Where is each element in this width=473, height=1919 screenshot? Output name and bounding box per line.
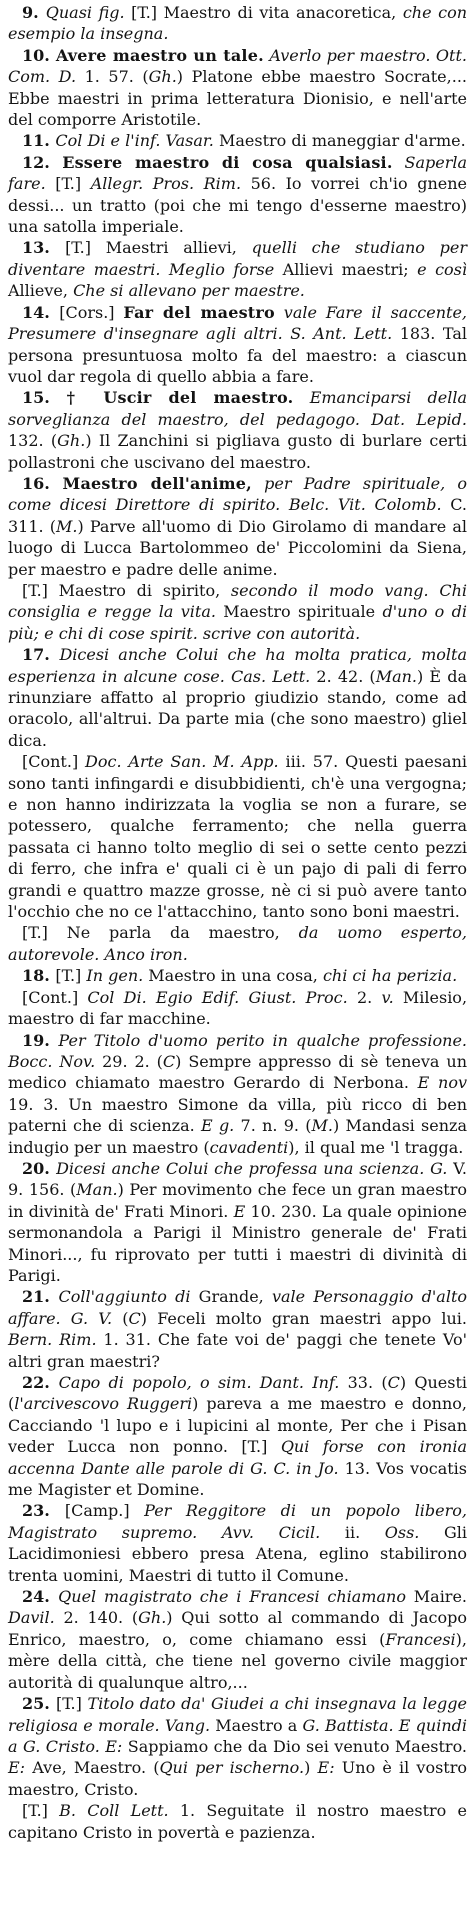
entry-25 <box>8 1693 467 1800</box>
entry-25-note <box>8 1800 467 1843</box>
entry-21 <box>8 1286 467 1372</box>
entry-9 <box>8 2 467 45</box>
entry-18-cont <box>8 987 467 1030</box>
entry-text: [Cors.] <box>59 302 124 322</box>
entry-text: [T.] Ne parla da maestro, <box>22 923 299 943</box>
italic-text: C <box>387 1373 400 1392</box>
entry-number: 24. <box>22 1587 59 1607</box>
italic-text: Averlo per maestro. Ott. Com. D. <box>8 45 467 87</box>
entry-text: ), il qual me 'l tragga. <box>288 1137 464 1157</box>
entry-text: Gli Lacidimoniesi ebbero presa Atena, eglino stabilirono trenta uomini, Maestri di tutto il Comune. <box>8 1522 467 1585</box>
entry-number: 12. <box>22 152 63 172</box>
italic-text: E quindi a G. Cristo. E: <box>8 1715 468 1756</box>
italic-text: C <box>128 1308 141 1328</box>
entry-number: 18. <box>22 966 56 986</box>
entry-text: Allievi maestri; <box>274 259 418 279</box>
entry-text: ) Mandasi senza indugio per un maestro ( <box>8 1116 468 1157</box>
entry-text: 19. 3. Un maestro Simone da villa, più ricco di ben paterni che di scienza. <box>8 1094 467 1136</box>
entry-text: iii. 57. Questi paesani sono tanti infingardi e disubbidienti, ch'è una vergogna; e non hanno indirizzata la voglia se non a furare, se potessero, qualche ferramento; che nella guerra passata ci hanno tolto meglio di sei o sette cento pezzi di ferro, che infra e' quali ci è un pajo di pali di ferro grandi e quattro mazze grosse, nè ci si può avere tanto l'occhio che no ce l'attacchino, tanto sono boni maestri. <box>8 752 468 922</box>
entry-12 <box>8 152 467 238</box>
italic-text: E <box>233 1201 246 1221</box>
headword-phrase: Far del maestro <box>123 302 275 322</box>
entry-text: 1. Seguitate il nostro maestro e capitano Cristo in povertà e pazienza. <box>8 1801 467 1842</box>
italic-text: B. Coll Lett. <box>59 1801 169 1821</box>
entry-text: C. 311. ( <box>8 495 468 536</box>
italic-text: Titolo dato da' Giudei a chi insegnava la legge religiosa e morale. Vang. <box>8 1694 467 1735</box>
entry-text: Maestro di maneggiar d'arme. <box>213 131 466 151</box>
italic-text: Qui per ischerno. <box>159 1758 305 1778</box>
entry-text: Maestro spirituale <box>215 602 383 622</box>
headword-phrase: Essere maestro di cosa qualsiasi. <box>62 152 393 172</box>
italic-text: Che si allevano per maestre. <box>73 281 305 301</box>
italic-text: vale Personaggio d'alto affare. G. V. <box>8 1287 468 1328</box>
italic-text: Allegr. Pros. Rim. <box>90 174 242 194</box>
entry-text: Maestro in una cosa, <box>143 966 323 986</box>
entry-text: Ave, Maestro. ( <box>25 1758 160 1778</box>
entry-text: ) Per movimento che fece un gran maestro in divinità de' Frati Minori. <box>8 1180 467 1221</box>
italic-text: E: <box>317 1758 335 1778</box>
italic-text: Man. <box>375 666 417 686</box>
italic-text: Per Titolo d'uomo perito in qualche professione. Bocc. Nov. <box>8 1030 467 1071</box>
italic-text: e così <box>417 259 468 279</box>
entry-text: 1. 57. ( <box>76 67 149 87</box>
entry-text: 56. Io vorrei ch'io gnene dessi... un tratto (poi che mi tengo d'esserne maestro) una satolla imperiale. <box>8 174 467 237</box>
italic-text: d'uno o di più; e chi di cose spirit. scrive con autorità. <box>8 602 468 643</box>
entry-text: 2. <box>347 987 382 1007</box>
entry-text: [T.] Maestro di vita anacoretica, <box>124 3 403 22</box>
entry-text: ( <box>112 1308 129 1328</box>
entry-text <box>293 388 309 407</box>
italic-text: Col Di. Egio Edif. Giust. Proc. <box>87 987 348 1007</box>
entry-text <box>275 303 284 322</box>
entry-number: 20. <box>22 1158 57 1178</box>
entry-text: 33. ( <box>339 1373 388 1392</box>
italic-text: per Padre spirituale, o come dicesi Direttore di spirito. Belc. Vit. Colomb. <box>8 473 467 515</box>
italic-text: Francesi <box>385 1629 456 1649</box>
italic-text: cavadenti <box>209 1137 289 1157</box>
entry-number: 17. <box>22 645 60 665</box>
entry-10 <box>8 45 467 131</box>
entry-text: 29. 2. ( <box>95 1051 163 1071</box>
entry-text: ) Parve all'uomo di Dio Girolamo di mandare al luogo di Lucca Bartolommeo de' Piccolomini da Siena, per maestro e padre delle anime. <box>8 516 468 579</box>
italic-text: Quel magistrato che i Francesi chiamano <box>58 1587 406 1607</box>
entry-number: 22. <box>22 1373 59 1392</box>
entry-15 <box>8 387 467 473</box>
italic-text: Doc. Arte San. M. App. <box>85 752 279 772</box>
italic-text: Col Di e l'inf. Vasar. <box>55 131 214 151</box>
italic-text: E nov <box>417 1073 467 1093</box>
italic-text: Man. <box>76 1180 118 1200</box>
entry-text: 13. Vos vocatis me Magister et Domine. <box>8 1458 467 1500</box>
italic-text: quelli che studiano per diventare maestri. Meglio forse <box>8 238 468 279</box>
entry-text: [T.] <box>55 966 87 986</box>
entry-text: 10. 230. La quale opinione sermonandola a Parigi il Ministro generale de' Frati Minori..., fu riprovato per tutti i maestri di divinità di Parigi. <box>8 1201 468 1285</box>
entry-text: Sappiamo che da Dio sei venuto Maestro. <box>122 1736 468 1756</box>
italic-text: v. <box>381 987 394 1007</box>
italic-text: Coll'aggiunto di <box>58 1287 191 1307</box>
italic-text: Saperla fare. <box>8 152 467 194</box>
italic-text: Emanciparsi della sorveglianza del maestro, del pedagogo. Dat. Lepid. <box>8 388 468 429</box>
entry-text: Grande, <box>190 1287 272 1307</box>
italic-text: Gh. <box>148 67 177 87</box>
entry-text: [Cont.] <box>22 987 88 1007</box>
italic-text: che con esempio la insegna. <box>8 3 468 44</box>
entry-text: ) Feceli molto gran maestri appo lui. <box>140 1308 468 1328</box>
entry-22 <box>8 1372 467 1500</box>
italic-text: Quasi fig. <box>45 3 125 22</box>
italic-text: Capo di popolo, o sim. Dant. Inf. <box>58 1373 340 1392</box>
italic-text: da uomo esperto, autorevole. Anco iron. <box>8 923 467 964</box>
italic-text: Dicesi anche Colui che ha molta pratica, molta esperienza in alcune cose. Cas. Lett. <box>8 645 467 686</box>
italic-text: Davil. <box>8 1608 55 1628</box>
entry-text: ) Questi ( <box>8 1373 468 1414</box>
italic-text: In gen. <box>86 966 144 986</box>
entry-text: ) Sempre appresso di sè teneva un medico chiamato maestro Gerardo di Nerbona. <box>8 1051 468 1093</box>
entry-text: [Camp.] <box>64 1501 145 1521</box>
italic-text: secondo il modo vang. Chi consiglia e regge la vita. <box>8 580 467 622</box>
entry-text: [T.] <box>55 1694 88 1714</box>
entry-text: Maestro a <box>210 1715 303 1735</box>
entry-text: [T.] <box>22 1801 60 1821</box>
entry-text: Allieve, <box>8 281 74 301</box>
headword-phrase: Avere maestro un tale. <box>55 45 264 65</box>
entry-16-note <box>8 580 467 644</box>
entry-text: 132. ( <box>8 431 58 451</box>
entry-13 <box>8 237 467 301</box>
entry-number: 25. <box>22 1694 56 1714</box>
entry-text: ), mère della città, che tiene nel governo civile maggior autorità di qualunque altro,... <box>8 1629 467 1692</box>
entry-text: ) <box>304 1758 318 1778</box>
italic-text: E: <box>8 1758 26 1778</box>
entry-number: 16. <box>22 473 63 493</box>
entry-text: [T.] Maestro di spirito, <box>22 580 231 600</box>
entry-number: 21. <box>22 1287 59 1307</box>
entry-text: ii. <box>320 1522 385 1542</box>
entry-text: 2. 140. ( <box>54 1608 139 1628</box>
italic-text: Gh. <box>138 1608 167 1628</box>
entry-16 <box>8 473 467 580</box>
entry-number: 19. <box>22 1030 59 1050</box>
entry-17-note <box>8 922 467 965</box>
italic-text: Bern. Rim. <box>8 1330 97 1350</box>
entry-14 <box>8 302 467 388</box>
italic-text: Dicesi anche Colui che professa una scienza. G. <box>56 1158 448 1178</box>
headword-phrase: Maestro dell'anime, <box>62 473 252 493</box>
entry-text: ) Qui sotto al commando di Jacopo Enrico, maestro, o, come chiamano essi ( <box>8 1608 468 1649</box>
entry-18 <box>8 965 467 986</box>
italic-text: C <box>162 1051 176 1071</box>
entry-number: 15. <box>22 388 67 408</box>
entry-text <box>393 153 405 172</box>
entry-text <box>252 474 264 493</box>
entry-text: 7. n. 9. ( <box>234 1116 312 1136</box>
entry-text: [T.] <box>45 174 91 194</box>
italic-text: l'arcivescovo Ruggeri <box>14 1394 193 1414</box>
entry-number: 14. <box>22 302 60 322</box>
entry-number: 13. <box>22 238 66 258</box>
italic-text: M. <box>56 516 78 536</box>
italic-text: Oss. <box>384 1522 420 1542</box>
italic-text: Per Reggitore di un popolo libero, Magistrato supremo. Avv. Cicil. <box>8 1501 467 1542</box>
italic-text: vale Fare il saccente, Presumere d'insegnare agli altri. S. Ant. Lett. <box>8 302 467 344</box>
headword-phrase: † Uscir del maestro. <box>66 388 294 408</box>
entry-number: 10. <box>22 45 56 65</box>
entry-text: [Cont.] <box>22 752 86 772</box>
italic-text: chi ci ha perizia. <box>322 966 458 986</box>
entry-text: Milesio, maestro di far macchine. <box>8 987 468 1029</box>
entry-text: 183. Tal persona presuntuosa molto fa del maestro: a ciascun vuol dar regola di quello abbia a fare. <box>8 324 467 386</box>
entry-text: 1. 31. Che fate voi de' paggi che tenete Vo' altri gran maestri? <box>8 1330 467 1371</box>
entry-text: ) pareva a me maestro e donno, Cacciando 'l lupo e i lupicini al monte, Per che i Pisan veder Lucca non ponno. [T.] <box>8 1394 468 1457</box>
entry-23 <box>8 1500 467 1586</box>
entry-17 <box>8 644 467 751</box>
entry-17-cont <box>8 751 467 922</box>
italic-text: E g. <box>201 1116 235 1136</box>
entry-text: Maire. <box>405 1587 468 1607</box>
entry-24 <box>8 1586 467 1693</box>
entry-text: 2. 42. ( <box>310 666 376 686</box>
entry-text: [T.] Maestri allievi, <box>65 238 252 258</box>
italic-text: Gh. <box>57 431 86 451</box>
entry-text: ) Platone ebbe maestro Socrate,... Ebbe maestri in prima letteratura Dionisio, e nell'arte del comporre Aristotile. <box>8 67 467 130</box>
entry-number: 9. <box>22 3 46 22</box>
entry-11 <box>8 130 467 151</box>
entry-19 <box>8 1030 467 1158</box>
entry-number: 23. <box>22 1501 65 1521</box>
entry-text: ) È da rinunziare affatto al proprio giudizio stando, come ad oracolo, all'altrui. Da parte mia (che sono maestro) gliel dica. <box>8 666 468 750</box>
entry-text: ) Il Zanchini si pigliava gusto di burlare certi pollastroni che uscivano del maestro. <box>8 431 467 472</box>
entry-text: Uno è il vostro maestro, Cristo. <box>8 1758 468 1799</box>
entry-number: 11. <box>22 131 56 151</box>
entry-text: V. 9. 156. ( <box>8 1158 467 1200</box>
italic-text: G. Battista. <box>302 1715 394 1735</box>
italic-text: M. <box>311 1116 333 1136</box>
entry-20 <box>8 1158 467 1286</box>
italic-text: Qui forse con ironia accenna Dante alle parole di G. C. in Jo. <box>8 1437 467 1478</box>
